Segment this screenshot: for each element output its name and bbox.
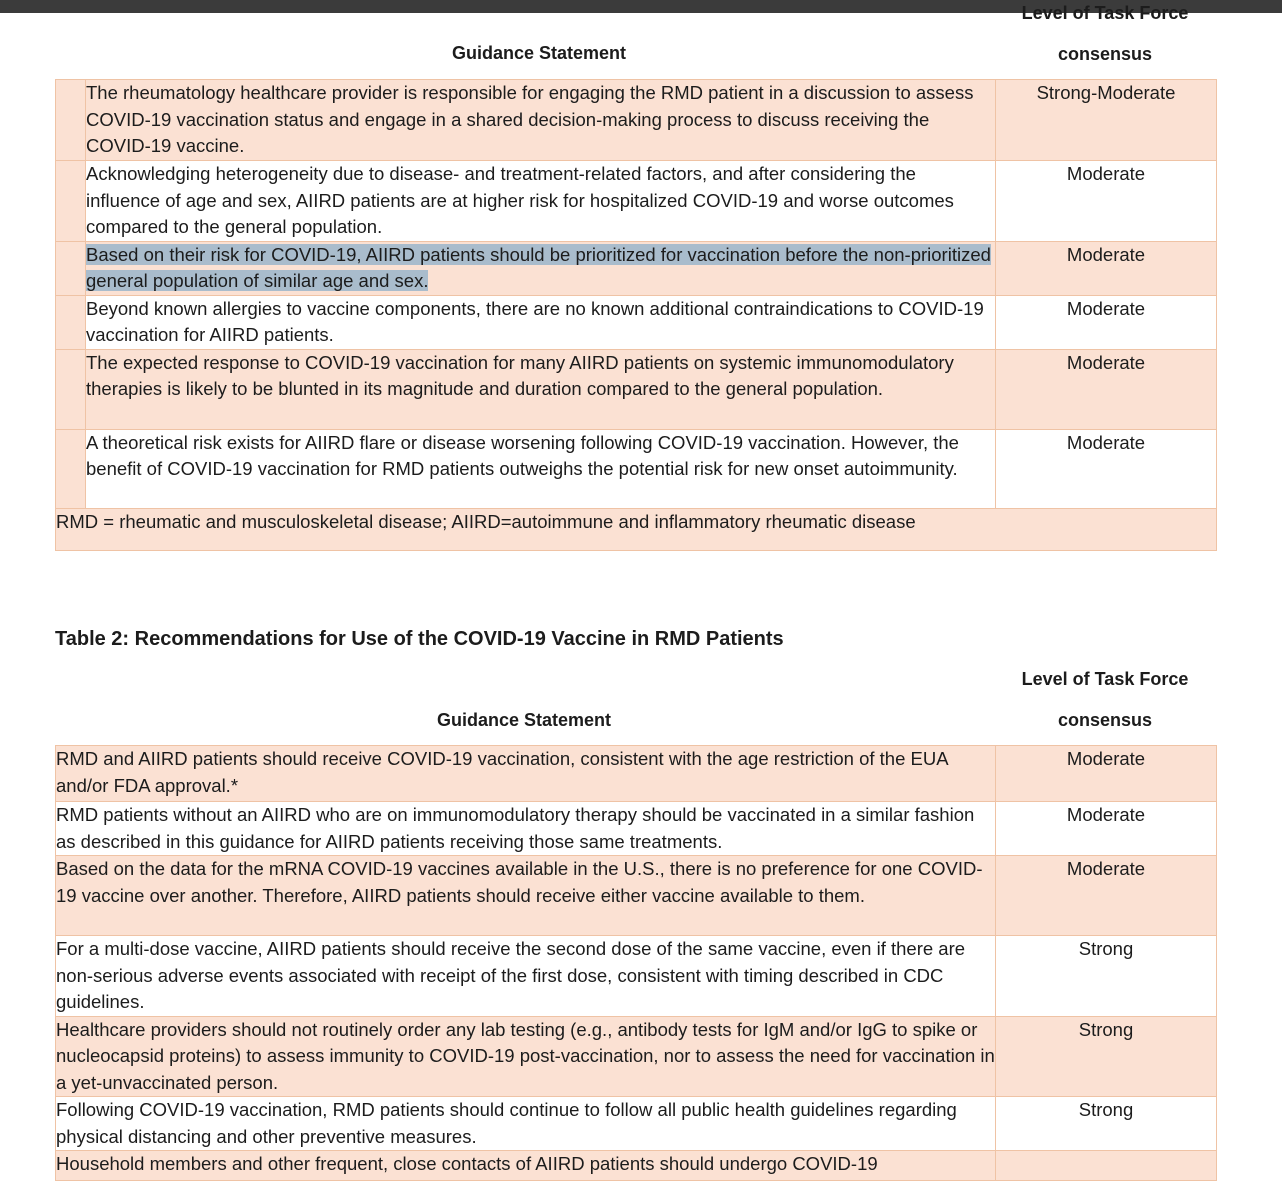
consensus-level: Moderate (996, 802, 1217, 856)
consensus-level: Strong-Moderate (996, 80, 1217, 161)
table1 (55, 79, 1217, 551)
consensus-level: Moderate (996, 746, 1217, 802)
row-marker-cell (56, 80, 86, 161)
row-marker-cell (56, 429, 86, 508)
table1-footnote: RMD = rheumatic and musculoskeletal disease; AIIRD=autoimmune and inflammatory rheumatic disease (56, 508, 1217, 550)
consensus-level: Moderate (996, 241, 1217, 295)
row-marker-cell (56, 161, 86, 242)
row-marker-cell (56, 241, 86, 295)
row-marker-cell (56, 295, 86, 349)
table-row (56, 429, 1217, 508)
table-row (56, 936, 1217, 1017)
table-row (56, 1097, 1217, 1151)
guidance-statement: RMD patients without an AIIRD who are on immunomodulatory therapy should be vaccinated in a similar fashion as described in this guidance for AIIRD patients receiving those same treatments. (56, 802, 996, 856)
guidance-statement: The rheumatology healthcare provider is responsible for engaging the RMD patient in a discussion to assess COVID-19 vaccination status and engage in a shared decision-making process to discuss receiving the COVID-19 vaccine. (86, 80, 996, 161)
guidance-statement: Healthcare providers should not routinely order any lab testing (e.g., antibody tests for IgM and/or IgG to spike or nucleocapsid proteins) to assess immunity to COVID-19 post-vaccination, nor to assess the need for vaccination in a yet-unvaccinated person. (56, 1016, 996, 1097)
guidance-statement: Based on the data for the mRNA COVID-19 vaccines available in the U.S., there is no preference for one COVID-19 vaccine over another. Therefore, AIIRD patients should receive either vaccine available to them. (56, 856, 996, 936)
table-footnote-row (56, 508, 1217, 550)
consensus-level: Strong (996, 936, 1217, 1017)
consensus-level: Moderate (996, 349, 1217, 429)
row-marker-cell (56, 349, 86, 429)
table2-level-header-line1: Level of Task Force (1021, 669, 1189, 689)
table-row (56, 802, 1217, 856)
table-row (56, 1016, 1217, 1097)
table1-level-header-line1: Level of Task Force (1021, 3, 1189, 23)
consensus-level (996, 1151, 1217, 1181)
table2-statement-header: Guidance Statement (436, 710, 612, 730)
guidance-statement: Acknowledging heterogeneity due to disease- and treatment-related factors, and after considering the influence of age and sex, AIIRD patients are at higher risk for hospitalized COVID-19 and worse outcomes compared to the general population. (86, 161, 996, 242)
table-row (56, 241, 1217, 295)
guidance-statement: Following COVID-19 vaccination, RMD patients should continue to follow all public health guidelines regarding physical distancing and other preventive measures. (56, 1097, 996, 1151)
consensus-level: Strong (996, 1097, 1217, 1151)
table-row (56, 295, 1217, 349)
table-row (56, 349, 1217, 429)
guidance-statement: Household members and other frequent, close contacts of AIIRD patients should undergo COVID-19 (56, 1151, 996, 1181)
consensus-level: Moderate (996, 295, 1217, 349)
table-row (56, 746, 1217, 802)
table2-level-header-line2: consensus (1057, 710, 1153, 730)
guidance-statement: The expected response to COVID-19 vaccination for many AIIRD patients on systemic immunomodulatory therapies is likely to be blunted in its magnitude and duration compared to the general population. (86, 349, 996, 429)
table2-title: Table 2: Recommendations for Use of the COVID-19 Vaccine in RMD Patients (55, 628, 784, 650)
table-row (56, 1151, 1217, 1181)
table1-level-header-line2: consensus (1057, 44, 1153, 64)
table-row (56, 80, 1217, 161)
guidance-statement (86, 241, 996, 295)
guidance-statement: RMD and AIIRD patients should receive COVID-19 vaccination, consistent with the age restriction of the EUA and/or FDA approval.* (56, 746, 996, 802)
consensus-level: Moderate (996, 856, 1217, 936)
consensus-level: Strong (996, 1016, 1217, 1097)
guidance-statement: Beyond known allergies to vaccine components, there are no known additional contraindications to COVID-19 vaccination for AIIRD patients. (86, 295, 996, 349)
table2 (55, 745, 1217, 1181)
table1-statement-header: Guidance Statement (451, 43, 627, 63)
guidance-statement: For a multi-dose vaccine, AIIRD patients should receive the second dose of the same vaccine, even if there are non-serious adverse events associated with receipt of the first dose, consistent with timing described in CDC guidelines. (56, 936, 996, 1017)
consensus-level: Moderate (996, 429, 1217, 508)
consensus-level: Moderate (996, 161, 1217, 242)
table-row (56, 161, 1217, 242)
table-row (56, 856, 1217, 936)
selected-text-highlight[interactable]: Based on their risk for COVID-19, AIIRD patients should be prioritized for vaccination before the non-prioritized general population of similar age and sex. (86, 243, 991, 291)
guidance-statement: A theoretical risk exists for AIIRD flare or disease worsening following COVID-19 vaccination. However, the benefit of COVID-19 vaccination for RMD patients outweighs the potential risk for new onset autoimmunity. (86, 429, 996, 508)
